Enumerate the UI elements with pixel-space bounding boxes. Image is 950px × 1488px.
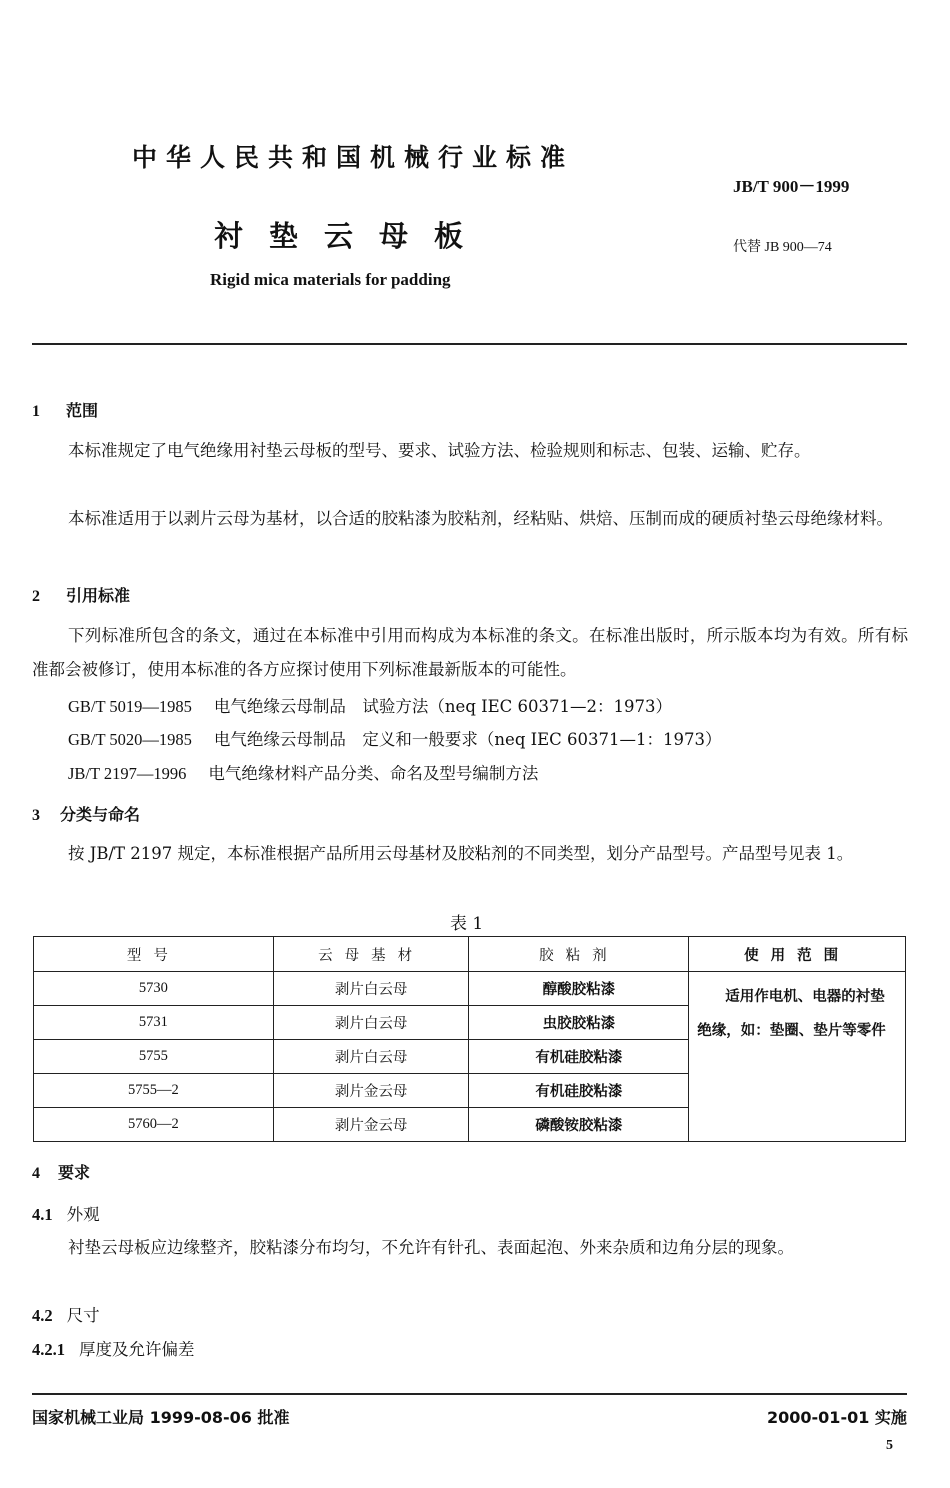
column-header: 云母基材 [273,937,469,972]
column-header: 胶粘剂 [469,937,689,972]
section-number: 3 [32,807,40,824]
section-number: 1 [32,403,40,420]
section-1-paragraph-1: 本标准规定了电气绝缘用衬垫云母板的型号、要求、试验方法、检验规则和标志、包装、运输、贮存。 [68,441,811,460]
footer-divider [32,1393,907,1395]
section-title: 要求 [58,1163,91,1182]
approval-note: 国家机械工业局 1999-08-06 批准 [32,1408,290,1427]
reference-item [68,726,722,750]
subsection-number: 4.2.1 [32,1340,65,1359]
effective-date: 2000-01-01 实施 [767,1408,907,1427]
model-cell: 5755—2 [34,1074,274,1108]
usage-cell: 适用作电机、电器的衬垫绝缘，如：垫圈、垫片等零件 [689,972,906,1142]
subsection-title: 尺寸 [66,1306,100,1325]
section-2-heading [32,583,130,606]
mica-base-cell: 剥片金云母 [273,1108,469,1142]
subsection-4-1-paragraph: 衬垫云母板应边缘整齐，胶粘漆分布均匀，不允许有针孔、表面起泡、外来杂质和边角分层的现象。 [68,1238,794,1257]
reference-code: GB/T 5019—1985 [68,697,192,716]
section-4-heading [32,1160,90,1183]
section-title: 范围 [66,401,99,420]
model-cell: 5755 [34,1040,274,1074]
reference-code: JB/T 2197—1996 [68,764,187,783]
standard-number: JB/T 900－1999 [733,177,850,196]
adhesive-cell: 有机硅胶粘漆 [469,1040,689,1074]
section-1-paragraph-2: 本标准适用于以剥片云母为基材，以合适的胶粘漆为胶粘剂，经粘贴、烘焙、压制而成的硬质衬垫云母绝缘材料。 [68,509,893,528]
section-number: 4 [32,1165,40,1182]
column-header: 型号 [34,937,274,972]
reference-item [68,693,672,717]
reference-code: GB/T 5020—1985 [68,730,192,749]
section-title: 引用标准 [66,586,131,605]
model-cell: 5731 [34,1006,274,1040]
page-number: 5 [886,1438,893,1453]
adhesive-cell: 磷酸铵胶粘漆 [469,1108,689,1142]
subsection-4-1-heading [32,1201,100,1225]
section-2-paragraph-1: 下列标准所包含的条文，通过在本标准中引用而构成为本标准的条文。在标准出版时，所示版本均为有效。所有标准都会被修订，使用本标准的各方应探讨使用下列标准最新版本的可能性。 [32,626,908,679]
adhesive-cell: 虫胶胶粘漆 [469,1006,689,1040]
reference-text: 电气绝缘材料产品分类、命名及型号编制方法 [208,764,539,783]
subsection-number: 4.2 [32,1306,53,1325]
subsection-title: 厚度及允许偏差 [79,1340,195,1359]
adhesive-cell: 醇酸胶粘漆 [469,972,689,1006]
mica-base-cell: 剥片金云母 [273,1074,469,1108]
table-caption: 表 1 [450,914,484,934]
table-header-row [34,937,906,972]
standard-category: 中华人民共和国机械行业标准 [132,143,575,172]
mica-base-cell: 剥片白云母 [273,1040,469,1074]
english-title: Rigid mica materials for padding [210,270,451,289]
section-title: 分类与命名 [60,805,141,824]
section-1-heading [32,398,98,421]
reference-text: 电气绝缘云母制品 定义和一般要求（neq IEC 60371—1：1973） [213,730,722,749]
mica-base-cell: 剥片白云母 [273,972,469,1006]
header-divider [32,343,907,345]
subsection-4-2-1-heading [32,1336,195,1360]
subsection-4-2-heading [32,1302,100,1326]
subsection-title: 外观 [66,1205,100,1224]
section-3-paragraph-1: 按 JB/T 2197 规定，本标准根据产品所用云母基材及胶粘剂的不同类型，划分产品型号。产品型号见表 1。 [68,844,854,863]
reference-text: 电气绝缘云母制品 试验方法（neq IEC 60371—2：1973） [213,697,673,716]
model-cell: 5730 [34,972,274,1006]
section-3-heading [32,802,140,825]
subsection-number: 4.1 [32,1205,53,1224]
column-header: 使用范围 [689,937,906,972]
replaces-note: 代替 JB 900—74 [733,240,832,255]
adhesive-cell: 有机硅胶粘漆 [469,1074,689,1108]
table-row [34,972,906,1006]
mica-base-cell: 剥片白云母 [273,1006,469,1040]
document-title: 衬垫云母板 [214,219,490,253]
table-1 [33,936,906,1142]
section-number: 2 [32,588,40,605]
model-cell: 5760—2 [34,1108,274,1142]
reference-item [68,760,538,784]
